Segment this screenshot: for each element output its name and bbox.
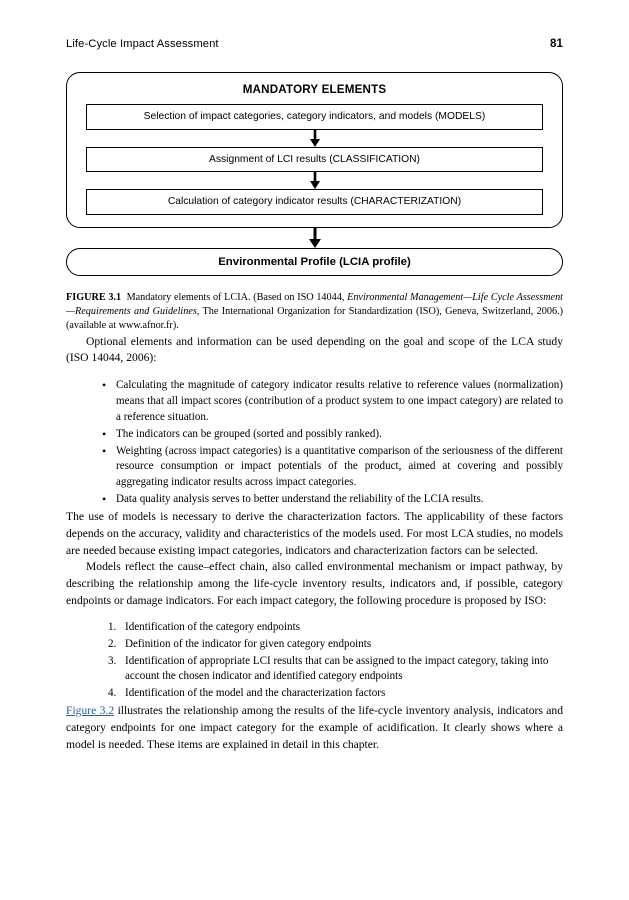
list-item: • The indicators can be grouped (sorted and possibly ranked). — [102, 427, 563, 443]
paragraph-cause-effect: Models reflect the cause–effect chain, also called environmental mechanism or impact pathway, by describing the relationship among the life-cycle inventory results, indicators and, if possible, category endpoints or damage indicators. For each impact category, the following procedure is proposed by ISO: — [66, 560, 563, 608]
list-item: • Weighting (across impact categories) is a quantitative comparison of the seriousness of the different resource consumption or impact potentials of the product, aimed at covering and possibly aggregating indicator results across impact categories. — [102, 444, 563, 492]
list-item: Identification of the category endpoints — [125, 620, 300, 633]
arrow-down-icon-outer — [66, 228, 563, 248]
figure-caption-label: FIGURE 3.1 — [66, 291, 122, 303]
running-head-title: Life-Cycle Impact Assessment — [66, 38, 219, 50]
paragraph-closing — [66, 703, 563, 753]
list-item: Identification of appropriate LCI results that can be assigned to the impact category, taking into account the chosen indicator and identified category endpoints — [125, 654, 549, 683]
list-item: Identification of the model and the characterization factors — [125, 687, 386, 700]
mandatory-elements-title: MANDATORY ELEMENTS — [242, 83, 387, 96]
figure-step-box-characterization: Calculation of category indicator results (CHARACTERIZATION) — [86, 189, 543, 215]
list-item: Definition of the indicator for given category endpoints — [125, 637, 372, 650]
paragraph-intro: Optional elements and information can be used depending on the goal and scope of the LCA study (ISO 14044, 2006): — [66, 334, 563, 365]
figure-step-box-classification: Assignment of LCI results (CLASSIFICATION) — [86, 147, 543, 173]
iso-procedure-list — [66, 620, 563, 702]
running-head — [66, 38, 563, 50]
page-number: 81 — [550, 38, 563, 50]
paragraph-models: The use of models is necessary to derive the characterization factors. The applicability of these factors depends on the accuracy, validity and characteristics of the models used. For most LCA studies, no models are needed because existing impact categories, indicators and characterization factors can be selected. — [66, 510, 563, 557]
arrow-down-icon — [77, 130, 552, 147]
list-item: • Data quality analysis serves to better understand the reliability of the LCIA results. — [102, 492, 563, 508]
arrow-down-icon — [77, 172, 552, 189]
figure-caption-text-1: Mandatory elements of LCIA. (Based on ISO 14044, — [126, 291, 348, 303]
figure-3-1 — [66, 72, 563, 334]
figure-caption-italic: Environmental Management—Life Cycle Assessment—Requirements and Guidelines — [66, 291, 563, 318]
list-item: • Calculating the magnitude of category indicator results relative to reference values (normalization) means that all impact scores (contribution of a product system to one impact category) are related to a reference situation. — [102, 378, 563, 426]
body-content — [66, 334, 563, 754]
mandatory-elements-container — [66, 72, 563, 228]
figure-3-2-link[interactable]: Figure 3.2 — [66, 704, 115, 718]
paragraph-closing-text: illustrates the relationship among the results of the life-cycle inventory analysis, indicators and category endpoints for one impact category for the example of acidification. It clearly shows where a model is needed. These items are explained in detail in this chapter. — [66, 704, 564, 751]
optional-elements-list — [66, 378, 563, 508]
figure-caption — [66, 291, 563, 334]
figure-step-box-selection: Selection of impact categories, category indicators, and models (MODELS) — [86, 104, 543, 130]
environmental-profile-box: Environmental Profile (LCIA profile) — [66, 248, 563, 276]
figure-caption-text-2: , The International Organization for Standardization (ISO), Geneva, Switzerland, 2006.) (available at www.afnor.fr). — [66, 306, 563, 332]
